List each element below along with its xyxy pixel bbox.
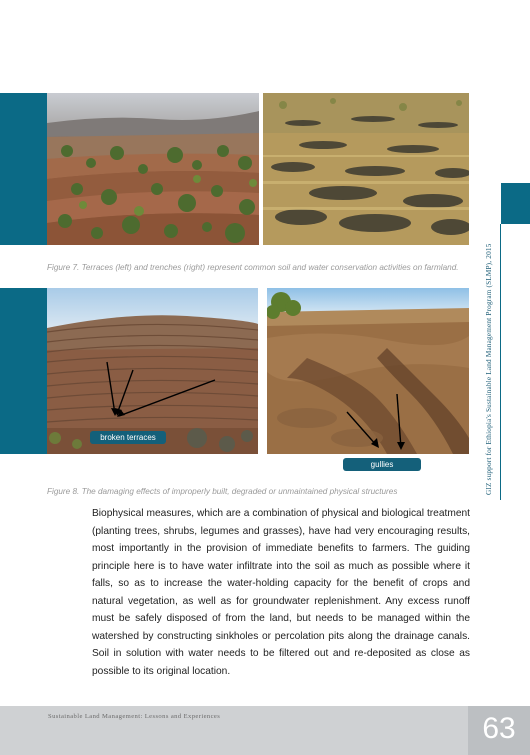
accent-bar-middle-left [0, 288, 47, 454]
accent-bar-top-left [0, 93, 47, 245]
figure7-caption: Figure 7. Terraces (left) and trenches (right) represent common soil and water conservation activities on farmland. [47, 263, 459, 272]
body-paragraph: Biophysical measures, which are a combination of physical and biological treatment (planting trees, shrubs, legumes and grasses), have had very encouraging results, most importantly in the provision of immediate benefits to farmers. The guiding principle here is to have water infiltrate into the soil as much as possible where it falls, so as to increase the water-holding capacity for the benefit of crops and natural vegetation, as well as for groundwater replenishment. Any excess runoff must be safely disposed of from the land, but needs to be managed within the watershed by constructing sinkholes or percolation pits along the drainage canals. Soil in solution with water needs to be filtered out and re-deposited as close as possible to its original location. [92, 508, 470, 677]
terraces-photo [47, 93, 259, 245]
trenches-photo [263, 93, 469, 245]
page-number: 63 [468, 706, 530, 755]
side-title [481, 195, 505, 495]
gullies-photo [267, 288, 469, 454]
side-title-text: GIZ support for Ethiopia's Sustainable Land Management Program (SLMP), 2015 [485, 243, 493, 495]
broken-terraces-label: broken terraces [90, 431, 166, 444]
footer-running-title: Sustainable Land Management: Lessons and Experiences [48, 713, 221, 720]
gullies-label: gullies [343, 458, 421, 471]
accent-bar-right [501, 183, 530, 224]
broken-terraces-photo [47, 288, 258, 454]
figure8-caption: Figure 8. The damaging effects of improperly built, degraded or unmaintained physical structures [47, 487, 398, 496]
